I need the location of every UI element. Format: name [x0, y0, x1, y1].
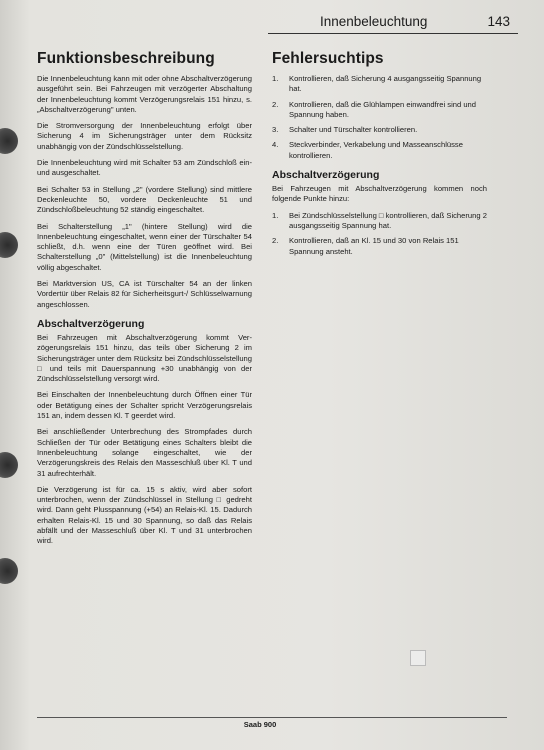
bleed-through-box [410, 650, 426, 666]
paragraph: Die Verzögerung ist für ca. 15 s aktiv, wird aber sofort unterbrochen, wenn der Zündschlüssel in Stellung □ gedreht wird. Dann geht Plusspannung (+54) an Relais-Kl. 15. Dadurch erhalten Relais-Kl. 15 und 30 Spannung, so daß das Relais abfällt und der Masseschluß über Kl. T und 31 unterbrochen wird. [37, 484, 252, 546]
step-number: 1. [272, 74, 279, 83]
paragraph: Die Innenbeleuchtung kann mit oder ohne Abschaltverzögerung ausgeführt sein. Bei Fahrzeugen mit verzögerter Abschaltung der Innenbeleuchtung kommt Verzögerungsrelais 151 hinzu, s. „Abschaltverzögerung" unten. [37, 74, 252, 114]
paragraph: Bei Schalter 53 in Stellung „2" (vordere Stellung) sind mittlere Deckenleuchte 50, vordere Deckenleuchte 51 und Zündschloßbeleuchtung 52 ständig eingeschaltet. [37, 184, 252, 215]
list-item [272, 100, 487, 121]
paragraph: Bei Fahrzeugen mit Abschaltverzögerung kommen noch folgende Punkte hinzu: [272, 184, 487, 204]
step-number: 4. [272, 140, 279, 150]
step-text: Kontrollieren, daß an Kl. 15 und 30 von Relais 151 Spannung ansteht. [289, 236, 459, 256]
step-text: Kontrollieren, daß Sicherung 4 ausgangsseitig Spannung hat. [289, 74, 482, 94]
paragraph: Bei Marktversion US, CA ist Türschalter 54 an der linken Vordertür über Relais 82 für Sicherheitsgurt-/ Schlüsselwarnung angeschlossen. [37, 279, 252, 309]
binder-hole [0, 558, 18, 584]
binder-hole [0, 232, 18, 258]
left-subtitle: Abschaltverzögerung [37, 317, 145, 330]
step-number: 2. [272, 99, 279, 109]
left-title: Funktionsbeschreibung [37, 50, 215, 67]
right-subtitle: Abschaltverzögerung [272, 169, 380, 182]
delay-check-list [272, 211, 487, 257]
section-title: Innenbeleuchtung [320, 14, 428, 29]
step-text: Steckverbinder, Verkabelung und Masseanschlüsse kontrollieren. [289, 140, 463, 160]
paragraph: Bei anschließender Unterbrechung des Strompfades durch Schließen der Tür oder Betätigung eines Schalters bleibt die Innenbeleuchtung solange eingeschaltet, wie der Verzögerungskreis des Relais den Masseschluß über Kl. T und 31 aufrechterhält. [37, 427, 252, 478]
list-item [272, 125, 487, 135]
paragraph: Die Stromversorgung der Innenbeleuchtung erfolgt über Sicherung 4 im Sicherungsträger unter dem Rücksitz unabhängig von der Zündschlüsselstellung. [37, 121, 252, 151]
step-number: 1. [272, 210, 279, 220]
paragraph: Bei Einschalten der Innenbeleuchtung durch Öffnen einer Tür oder Betätigung eines der Schalter spricht Verzögerungsrelais 151 an, indem dessen Kl. T geerdet wird. [37, 390, 252, 421]
paragraph: Bei Fahrzeugen mit Abschaltverzögerung kommt Verzögerungsrelais 151 hinzu, das teils über Sicherung 2 im Sicherungsträger unter dem Rücksitz bei Zündschlüsselstellung □ und teils mit Dauerspannung +30 unabhängig von der Zündschlüsselstellung versorgt wird. [37, 332, 252, 384]
page-header [320, 14, 510, 32]
list-item [272, 140, 487, 161]
step-text: Schalter und Türschalter kontrollieren. [289, 125, 418, 135]
header-rule [268, 33, 518, 34]
page-number: 143 [487, 14, 510, 29]
right-title: Fehlersuchtips [272, 50, 384, 67]
paragraph: Bei Schalterstellung „1" (hintere Stellung) wird die Innenbeleuchtung eingeschaltet, wenn einer der Türschalter 54 schließt, d.h. wenn eine der Türen geöffnet wird. Bei Schalterstellung „0" (Mittelstellung) ist die Innenbeleuchtung völlig abgeschaltet. [37, 221, 252, 272]
step-text: Kontrollieren, daß die Glühlampen einwandfrei sind und Spannung haben. [289, 99, 477, 119]
binder-hole [0, 452, 18, 478]
footer-rule [37, 717, 507, 718]
troubleshooting-list [272, 74, 487, 161]
left-column [37, 50, 252, 553]
list-item [272, 74, 487, 95]
paragraph: Die Innenbeleuchtung wird mit Schalter 53 am Zündschloß ein- und ausgeschaltet. [37, 158, 252, 178]
step-text: Bei Zündschlüsselstellung □ kontrollieren, daß Sicherung 2 ausgangsseitig Spannung hat. [289, 210, 487, 230]
step-number: 2. [272, 236, 279, 246]
list-item [272, 236, 487, 257]
right-column [272, 50, 487, 262]
binder-hole [0, 128, 18, 154]
step-number: 3. [272, 125, 279, 135]
page-footer: Saab 900 [243, 720, 277, 729]
list-item [272, 211, 487, 232]
